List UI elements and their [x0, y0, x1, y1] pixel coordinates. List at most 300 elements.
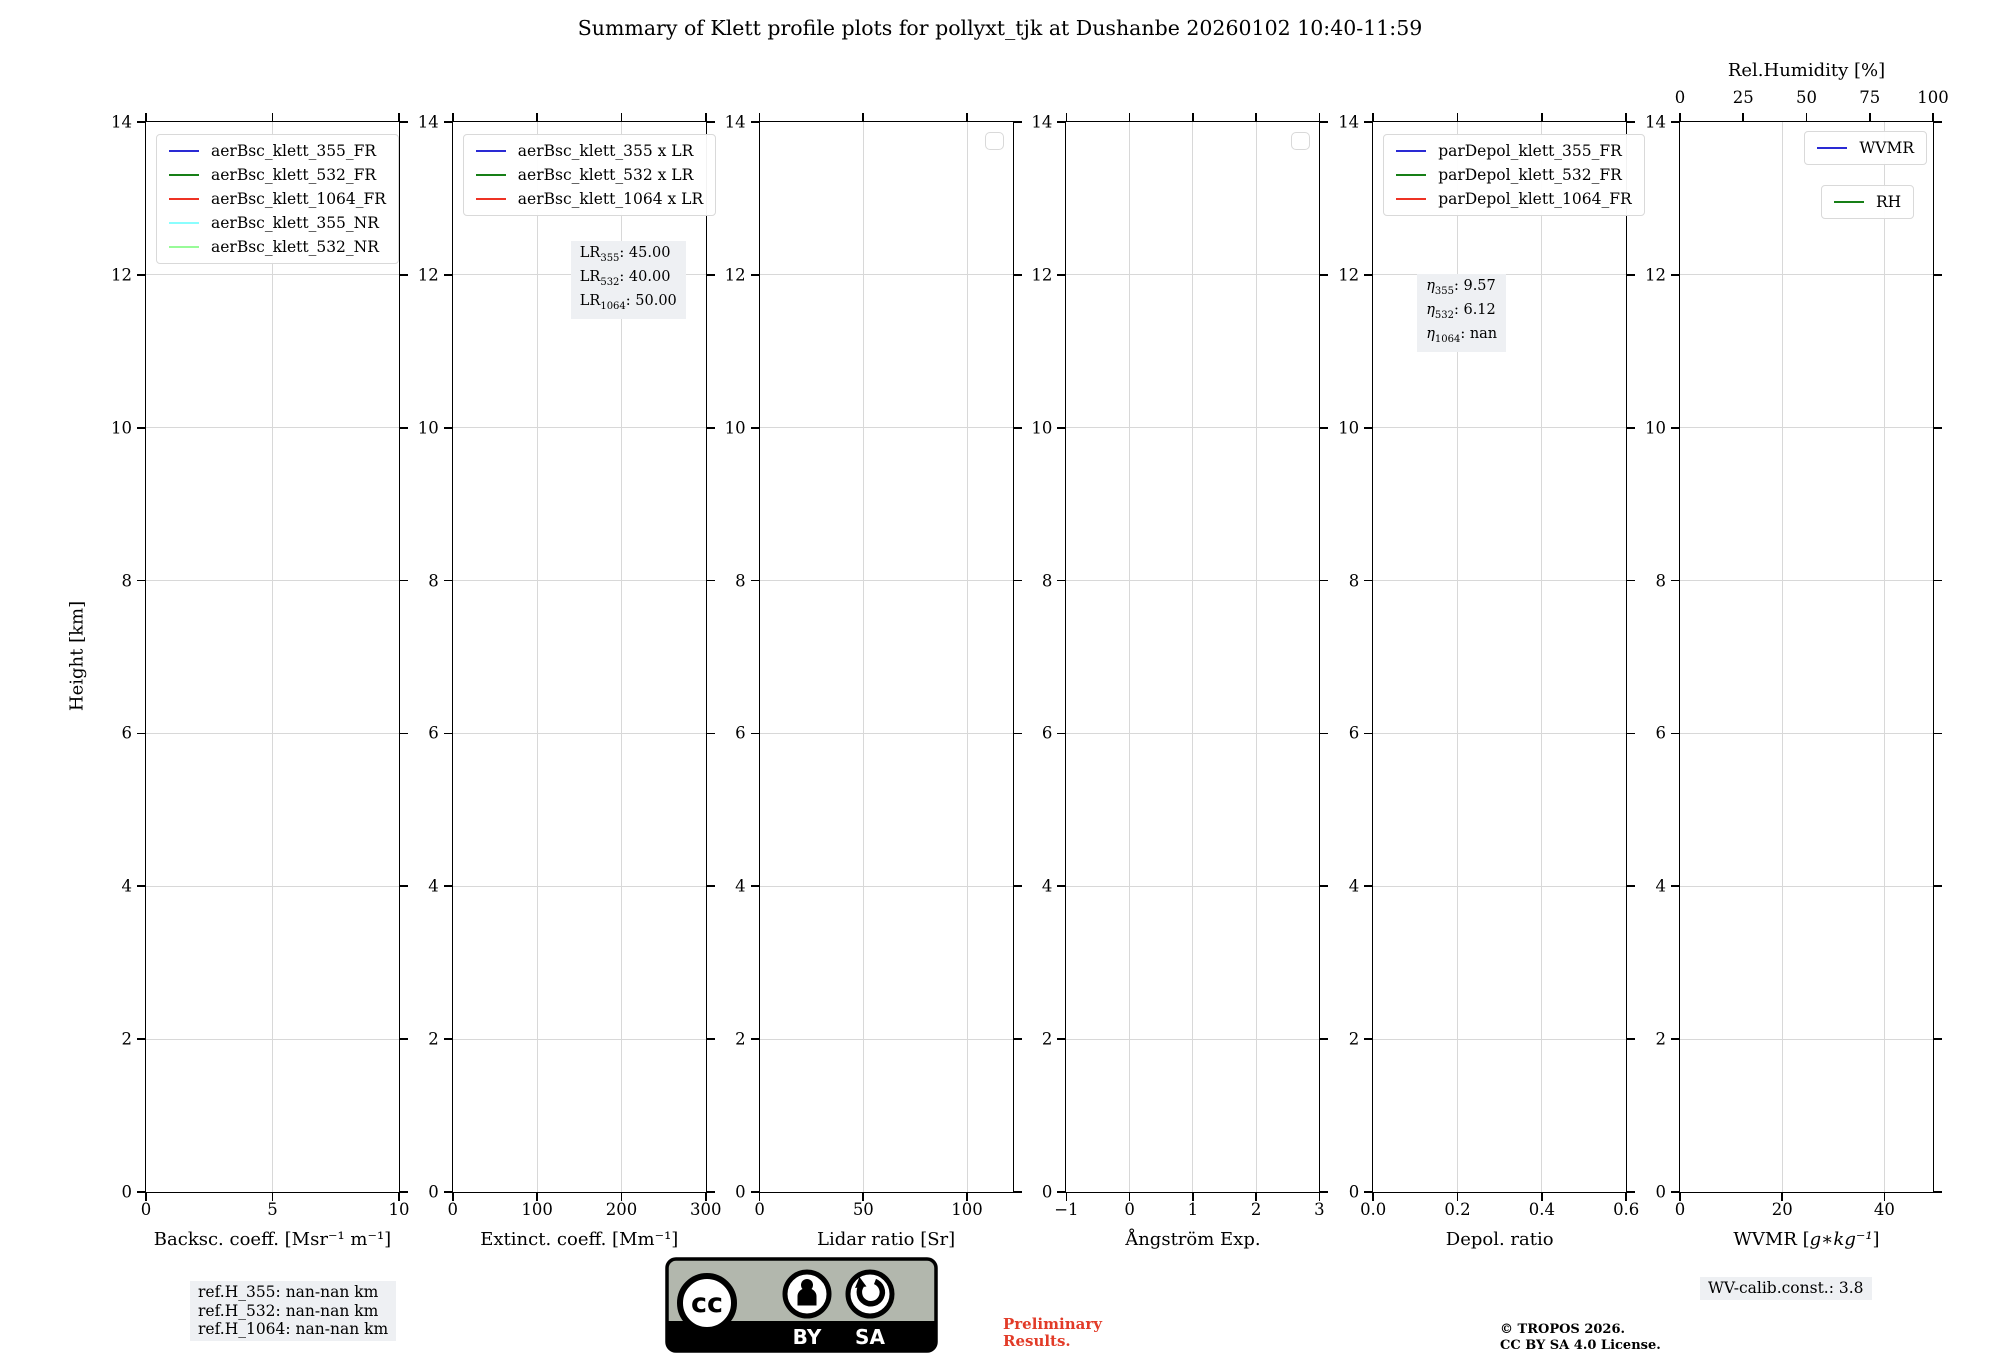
y-tick-label: 6: [1348, 723, 1360, 743]
reference-heights-note: [190, 1281, 396, 1341]
top-axis-tick-mark: [1932, 113, 1934, 122]
x-tick-label: 0: [754, 1200, 765, 1219]
y-tick-label: 4: [1348, 876, 1360, 896]
legend-label: aerBsc_klett_532_FR: [211, 166, 377, 184]
legend-line-swatch: [169, 246, 199, 248]
legend-label: aerBsc_klett_355 x LR: [517, 142, 694, 160]
y-tick-mark: [444, 580, 453, 582]
gridline-horizontal: [760, 1039, 1013, 1040]
gridline-horizontal: [453, 733, 706, 734]
gridline-vertical: [863, 122, 864, 1192]
x-axis-label-angstroem: [1125, 1229, 1260, 1250]
y-tick-mark-right: [1626, 1038, 1635, 1040]
y-tick-mark: [444, 274, 453, 276]
text-segment: Ångström Exp.: [1125, 1229, 1261, 1250]
top-axis-tick-mark: [1679, 113, 1681, 122]
annotation-line: [1426, 325, 1497, 349]
gridline-horizontal: [1373, 427, 1626, 428]
x-tick-mark-top: [536, 113, 538, 122]
legend-entry: [169, 166, 386, 184]
x-tick-label: 100: [521, 1200, 553, 1219]
y-tick-label: 14: [417, 112, 439, 132]
legend-label: aerBsc_klett_532_NR: [211, 238, 379, 256]
x-tick-mark-top: [1192, 113, 1194, 122]
y-tick-mark: [1364, 1191, 1373, 1193]
y-tick-mark-right: [399, 733, 408, 735]
y-tick-mark-right: [706, 733, 715, 735]
y-tick-mark-right: [1933, 427, 1942, 429]
y-tick-mark: [1364, 580, 1373, 582]
legend-label: aerBsc_klett_1064 x LR: [517, 190, 704, 208]
svg-text:cc: cc: [690, 1288, 724, 1319]
y-tick-mark-right: [1933, 121, 1942, 123]
x-tick-label: 0: [140, 1200, 152, 1219]
text-segment: LR: [579, 268, 601, 285]
text-segment: 532: [600, 276, 620, 288]
legend-label: aerBsc_klett_355_FR: [211, 142, 377, 160]
text-segment: Extinct. coeff. [Mm⁻¹]: [480, 1229, 679, 1250]
y-tick-label: 12: [724, 265, 746, 285]
y-tick-label: 14: [1031, 112, 1053, 132]
x-tick-label: 200: [605, 1200, 638, 1219]
y-tick-mark-right: [399, 427, 408, 429]
y-tick-mark: [137, 427, 146, 429]
gridline-horizontal: [1373, 1039, 1626, 1040]
y-tick-mark: [137, 1191, 146, 1193]
y-tick-mark: [137, 121, 146, 123]
y-tick-mark-right: [1626, 121, 1635, 123]
gridline-horizontal: [146, 886, 399, 887]
x-tick-label: 0.0: [1360, 1200, 1387, 1219]
gridline-vertical: [1884, 122, 1885, 1192]
top-axis-tick-label: 0: [1674, 88, 1686, 107]
gridline-horizontal: [1373, 733, 1626, 734]
y-tick-mark: [1671, 580, 1680, 582]
y-tick-label: 12: [1645, 265, 1666, 285]
y-tick-mark: [751, 121, 760, 123]
ref-h-355: ref.H_355: nan-nan km: [198, 1283, 379, 1301]
y-tick-mark-right: [1013, 121, 1022, 123]
gridline-horizontal: [1680, 580, 1933, 581]
top-axis-tick-label: 100: [1917, 88, 1949, 107]
y-tick-mark: [444, 885, 453, 887]
panel-angstroem: [1031, 112, 1325, 1250]
y-tick-mark-right: [1319, 427, 1328, 429]
gridline-vertical: [1782, 122, 1783, 1192]
top-axis-tick-mark: [1806, 113, 1808, 122]
y-tick-mark: [751, 733, 760, 735]
legend-line-swatch: [1396, 150, 1426, 152]
text-segment: ]: [1872, 1229, 1880, 1250]
copyright-note: © TROPOS 2026. CC BY SA 4.0 License.: [1500, 1322, 1661, 1353]
panel-extinction: [417, 112, 722, 1250]
gridline-vertical: [1129, 122, 1130, 1192]
y-tick-label: 14: [111, 112, 132, 132]
klett-profile-summary-figure: Summary of Klett profile plots for pollyxt_tjk at Dushanbe 20260102 10:40-11:59 Height [km] 0 5 10 0 2 4 6 8 10 12 14 Backsc. coeff. [Msr⁻¹ m⁻¹] aerBsc_klett_355_FR aerBsc_klett_532_FR aerBsc_klett_1064_FR aerBsc_klett_355_NR aerBsc_klett_532_NR 0 100 200 300 0 2 4 6 8 10 12 14 Extinct. coeff. [Mm⁻¹] aerBsc_klett_355 x LR aerBsc_klett_532 x LR aerBsc_klett_1064 x LR $LR_{355}$: 45.00 $LR_{532}$: 40.00 $LR_{1064}$: 50.00 0 50 100 0 2 4 6 8 10 12 14 Lidar ratio [Sr] −1 0 1 2 3 0 2 4 6 8 10 12 14 Ångström Exp. 0.0 0.2 0.4 0.6 0 2 4 6 8 10 12 14 Depol. ratio parDepol_klett_355_FR parDepol_klett_532_FR parDepol_klett_1064_FR $\eta_{355}$: 9.57 $\eta_{532}$: 6.12 $\eta_{1064}$: nan 0 20 40 0 2 4 6 8 10 12 14 WVMR [g∗kg⁻¹] 0 25 50 75 100 Rel.Humidity [%] WVMR RH ref.H_355: nan-nan km ref.H_532: nan-nan km ref.H_1064: nan-nan km cc BY SA Preliminary Results. © TROPOS 2026. CC BY SA 4.0 License. WV-calib.const.: 3.8: [0, 0, 2000, 1360]
annotation-line: [1426, 277, 1497, 301]
gridline-horizontal: [453, 1039, 706, 1040]
y-tick-mark: [1671, 733, 1680, 735]
text-segment: 532: [1434, 309, 1454, 321]
annotation-extinction: [571, 241, 686, 319]
gridline-horizontal: [453, 427, 706, 428]
text-segment: Backsc. coeff. [Msr⁻¹ m⁻¹]: [153, 1229, 392, 1250]
legend-line-swatch: [1817, 147, 1847, 149]
x-tick-label: 300: [690, 1200, 722, 1219]
empty-legend-box: [985, 132, 1004, 150]
y-tick-mark-right: [399, 885, 408, 887]
top-axis-tick-mark: [1742, 113, 1744, 122]
text-segment: 1064: [1434, 333, 1461, 345]
x-tick-label: 0: [447, 1200, 459, 1219]
x-tick-label: 2: [1250, 1200, 1262, 1219]
y-tick-label: 2: [428, 1029, 439, 1049]
gridline-horizontal: [146, 427, 399, 428]
y-tick-label: 14: [724, 112, 746, 132]
legend-entry: [1834, 193, 1901, 211]
badge-sa-label: SA: [855, 1325, 885, 1349]
panel-wvmr: [1645, 60, 1949, 1250]
top-axis-tick-label: 75: [1859, 88, 1881, 107]
cc-by-sa-badge-graphic: [665, 1257, 938, 1353]
text-segment: : 6.12: [1453, 301, 1496, 318]
legend-entry: [476, 142, 703, 160]
gridline-horizontal: [453, 886, 706, 887]
text-segment: η: [1426, 325, 1435, 342]
y-tick-label: 4: [1041, 876, 1053, 896]
y-tick-label: 14: [1338, 112, 1360, 132]
x-axis-label-lidar-ratio: [817, 1229, 955, 1250]
text-segment: : 50.00: [625, 292, 677, 309]
y-tick-label: 8: [735, 571, 746, 591]
y-tick-label: 12: [1031, 265, 1053, 285]
y-tick-mark: [751, 580, 760, 582]
gridline-vertical: [272, 122, 273, 1192]
legend-wvmr: [1821, 185, 1914, 219]
y-tick-label: 0: [1348, 1182, 1360, 1202]
panel-depol-ratio: [1338, 112, 1640, 1250]
legend-label: parDepol_klett_532_FR: [1438, 166, 1622, 184]
y-tick-mark-right: [1626, 1191, 1635, 1193]
y-tick-label: 10: [1338, 418, 1360, 438]
y-tick-mark: [1364, 274, 1373, 276]
legend-entry: [1396, 142, 1632, 160]
text-segment: η: [1426, 301, 1435, 318]
text-segment: 355: [600, 252, 620, 264]
y-tick-mark-right: [1319, 274, 1328, 276]
y-tick-mark: [444, 1191, 453, 1193]
y-tick-label: 4: [1655, 876, 1666, 896]
empty-legend-box: [1291, 132, 1310, 150]
text-segment: 1064: [600, 300, 626, 312]
ref-h-1064: ref.H_1064: nan-nan km: [198, 1320, 389, 1338]
y-tick-mark: [1671, 274, 1680, 276]
gridline-horizontal: [1680, 274, 1933, 275]
y-tick-label: 10: [1645, 418, 1666, 438]
y-tick-mark-right: [1319, 580, 1328, 582]
y-tick-label: 0: [121, 1182, 132, 1202]
x-tick-label: 40: [1873, 1200, 1895, 1219]
legend-entry: [1817, 139, 1914, 157]
y-tick-mark: [1671, 427, 1680, 429]
y-tick-label: 12: [417, 265, 439, 285]
y-tick-mark-right: [706, 580, 715, 582]
y-tick-label: 2: [1655, 1029, 1666, 1049]
text-segment: : 9.57: [1453, 278, 1496, 294]
y-tick-mark: [444, 1038, 453, 1040]
top-axis-tick-label: 25: [1732, 88, 1754, 107]
x-tick-label: 0.2: [1444, 1200, 1471, 1219]
x-tick-mark-top: [862, 113, 864, 122]
top-axis-tick-mark: [1869, 113, 1871, 122]
y-tick-mark: [1671, 1038, 1680, 1040]
legend-label: aerBsc_klett_1064_FR: [211, 190, 386, 208]
y-tick-label: 2: [1348, 1029, 1360, 1049]
y-tick-mark: [1364, 427, 1373, 429]
x-tick-label: 20: [1771, 1200, 1793, 1219]
y-tick-label: 0: [428, 1182, 439, 1202]
annotation-line: [580, 268, 677, 292]
y-tick-mark-right: [399, 1038, 408, 1040]
badge-by-label: BY: [792, 1325, 822, 1349]
x-tick-label: 10: [388, 1200, 410, 1219]
y-tick-mark: [1057, 1038, 1066, 1040]
gridline-horizontal: [1066, 886, 1319, 887]
x-tick-label: 0.4: [1528, 1200, 1555, 1219]
y-tick-mark: [137, 1038, 146, 1040]
gridline-horizontal: [1066, 580, 1319, 581]
y-tick-mark-right: [399, 580, 408, 582]
y-tick-label: 14: [1645, 112, 1666, 132]
legend-entry: [169, 142, 386, 160]
gridline-horizontal: [760, 274, 1013, 275]
y-tick-mark-right: [706, 427, 715, 429]
wv-calibration-note: WV-calib.const.: 3.8: [1700, 1277, 1872, 1300]
gridline-vertical: [537, 122, 538, 1192]
legend-entry: [476, 166, 703, 184]
y-tick-mark-right: [1013, 580, 1022, 582]
y-tick-label: 6: [1041, 723, 1053, 743]
y-tick-mark: [1057, 885, 1066, 887]
y-tick-mark-right: [1319, 733, 1328, 735]
y-tick-mark-right: [1626, 885, 1635, 887]
legend-line-swatch: [1396, 198, 1426, 200]
y-tick-mark-right: [1626, 733, 1635, 735]
text-segment: : nan: [1460, 325, 1498, 342]
gridline-horizontal: [146, 580, 399, 581]
y-tick-label: 8: [1041, 571, 1053, 591]
y-tick-label: 2: [1041, 1029, 1053, 1049]
y-tick-mark: [1057, 733, 1066, 735]
legend-depol-ratio: [1383, 134, 1645, 216]
top-axis-label: Rel.Humidity [%]: [1727, 60, 1886, 81]
legend-wvmr: [1804, 131, 1927, 165]
y-tick-mark-right: [706, 1038, 715, 1040]
y-tick-label: 6: [735, 723, 746, 743]
x-tick-mark-top: [1255, 113, 1257, 122]
annotation-depol-ratio: [1417, 274, 1506, 352]
legend-line-swatch: [476, 150, 506, 152]
gridline-horizontal: [1680, 733, 1933, 734]
legend-entry: [169, 190, 386, 208]
y-tick-label: 2: [735, 1029, 746, 1049]
y-tick-mark: [444, 427, 453, 429]
y-tick-mark-right: [1933, 885, 1942, 887]
y-tick-mark-right: [1933, 1191, 1942, 1193]
y-tick-mark-right: [399, 121, 408, 123]
y-tick-mark-right: [706, 885, 715, 887]
legend-label: parDepol_klett_355_FR: [1438, 142, 1622, 160]
legend-line-swatch: [169, 222, 199, 224]
cc-icon: [680, 1276, 734, 1330]
legend-line-swatch: [169, 174, 199, 176]
text-segment: Lidar ratio [Sr]: [817, 1229, 956, 1250]
legend-extinction: [463, 134, 716, 216]
gridline-horizontal: [1373, 886, 1626, 887]
panel-lidar-ratio: [724, 112, 1014, 1250]
y-tick-mark-right: [1319, 121, 1328, 123]
legend-label: parDepol_klett_1064_FR: [1438, 190, 1632, 208]
gridline-horizontal: [453, 580, 706, 581]
x-tick-label: 0: [1674, 1200, 1686, 1219]
legend-entry: [1396, 190, 1632, 208]
text-segment: WVMR [: [1733, 1229, 1810, 1250]
y-tick-label: 6: [1655, 723, 1666, 743]
y-tick-mark-right: [1933, 580, 1942, 582]
gridline-horizontal: [1066, 274, 1319, 275]
legend-entry: [169, 214, 386, 232]
y-tick-label: 12: [1338, 265, 1360, 285]
annotation-line: [580, 244, 677, 268]
gridline-horizontal: [760, 427, 1013, 428]
gridline-horizontal: [1680, 427, 1933, 428]
text-segment: : 40.00: [619, 268, 671, 285]
y-tick-mark-right: [1319, 885, 1328, 887]
y-tick-mark: [1057, 121, 1066, 123]
y-tick-mark-right: [1319, 1038, 1328, 1040]
y-tick-label: 0: [1041, 1182, 1053, 1202]
legend-entry: [1396, 166, 1632, 184]
y-tick-mark: [1057, 274, 1066, 276]
gridline-horizontal: [1680, 1039, 1933, 1040]
x-axis-label-wvmr: [1733, 1229, 1879, 1250]
text-segment: g∗kg⁻¹: [1809, 1229, 1873, 1250]
y-tick-label: 10: [417, 418, 439, 438]
y-tick-mark: [751, 274, 760, 276]
x-tick-mark-top: [272, 113, 274, 122]
figure-title: Summary of Klett profile plots for pollyxt_tjk at Dushanbe 20260102 10:40-11:59: [577, 16, 1423, 40]
legend-entry: [169, 238, 386, 256]
gridline-vertical: [1192, 122, 1193, 1192]
y-tick-mark: [1364, 733, 1373, 735]
y-tick-mark-right: [1319, 1191, 1328, 1193]
y-tick-mark-right: [1013, 733, 1022, 735]
panel-backscatter: [111, 112, 410, 1250]
by-person-icon: [785, 1272, 829, 1316]
y-tick-mark: [1057, 580, 1066, 582]
x-tick-label: 0.6: [1613, 1200, 1640, 1219]
x-tick-label: 5: [267, 1200, 278, 1219]
y-tick-mark-right: [706, 274, 715, 276]
gridline-horizontal: [146, 733, 399, 734]
ref-h-532: ref.H_532: nan-nan km: [198, 1301, 379, 1320]
x-tick-label: 3: [1314, 1200, 1325, 1219]
y-tick-mark-right: [1933, 274, 1942, 276]
y-tick-mark-right: [399, 1191, 408, 1193]
y-tick-mark-right: [1626, 580, 1635, 582]
y-tick-mark-right: [1013, 885, 1022, 887]
annotation-line: [1426, 301, 1497, 325]
gridline-horizontal: [1066, 427, 1319, 428]
text-segment: : 45.00: [619, 245, 671, 261]
y-tick-mark-right: [1933, 733, 1942, 735]
gridline-horizontal: [1373, 580, 1626, 581]
y-tick-mark-right: [1013, 1038, 1022, 1040]
x-axis-label-backscatter: [154, 1229, 391, 1250]
gridline-vertical: [1256, 122, 1257, 1192]
gridline-horizontal: [146, 274, 399, 275]
x-tick-mark-top: [1457, 113, 1459, 122]
text-segment: 355: [1434, 285, 1454, 297]
y-tick-mark: [444, 733, 453, 735]
y-tick-mark: [1671, 885, 1680, 887]
y-tick-label: 0: [1655, 1182, 1666, 1202]
y-tick-mark: [137, 885, 146, 887]
legend-label: RH: [1876, 193, 1902, 211]
y-tick-mark: [751, 1038, 760, 1040]
x-tick-label: 0: [1124, 1200, 1135, 1219]
y-tick-mark: [1057, 1191, 1066, 1193]
gridline-vertical: [1541, 122, 1542, 1192]
y-tick-label: 4: [735, 876, 746, 896]
y-tick-label: 10: [111, 418, 132, 438]
legend-label: aerBsc_klett_532 x LR: [517, 166, 694, 184]
gridline-vertical: [967, 122, 968, 1192]
x-tick-mark-top: [621, 113, 623, 122]
annotation-line: [580, 292, 677, 316]
y-tick-mark: [1364, 121, 1373, 123]
y-tick-label: 6: [428, 723, 439, 743]
cc-by-sa-badge: [665, 1257, 938, 1357]
gridline-horizontal: [1680, 886, 1933, 887]
x-tick-label: 1: [1187, 1200, 1199, 1219]
y-tick-mark: [1364, 1038, 1373, 1040]
x-axis-label-extinction: [480, 1229, 678, 1250]
y-tick-label: 8: [428, 571, 439, 591]
y-tick-label: 10: [724, 418, 746, 438]
y-tick-label: 6: [121, 723, 132, 743]
legend-line-swatch: [1834, 201, 1864, 203]
gridline-horizontal: [760, 733, 1013, 734]
y-tick-label: 0: [735, 1182, 746, 1202]
y-tick-mark: [137, 733, 146, 735]
gridline-horizontal: [146, 1039, 399, 1040]
y-tick-label: 2: [121, 1029, 132, 1049]
x-tick-mark-top: [966, 113, 968, 122]
text-segment: η: [1426, 278, 1435, 294]
y-tick-mark: [137, 580, 146, 582]
y-tick-mark: [1057, 427, 1066, 429]
y-tick-mark-right: [1933, 1038, 1942, 1040]
x-tick-mark-top: [1129, 113, 1131, 122]
y-tick-mark-right: [1013, 427, 1022, 429]
y-tick-label: 10: [1031, 418, 1053, 438]
x-axis-label-depol-ratio: [1446, 1229, 1554, 1250]
legend-line-swatch: [476, 198, 506, 200]
x-tick-label: 100: [951, 1200, 983, 1219]
y-tick-mark-right: [1626, 427, 1635, 429]
legend-label: WVMR: [1859, 139, 1914, 157]
